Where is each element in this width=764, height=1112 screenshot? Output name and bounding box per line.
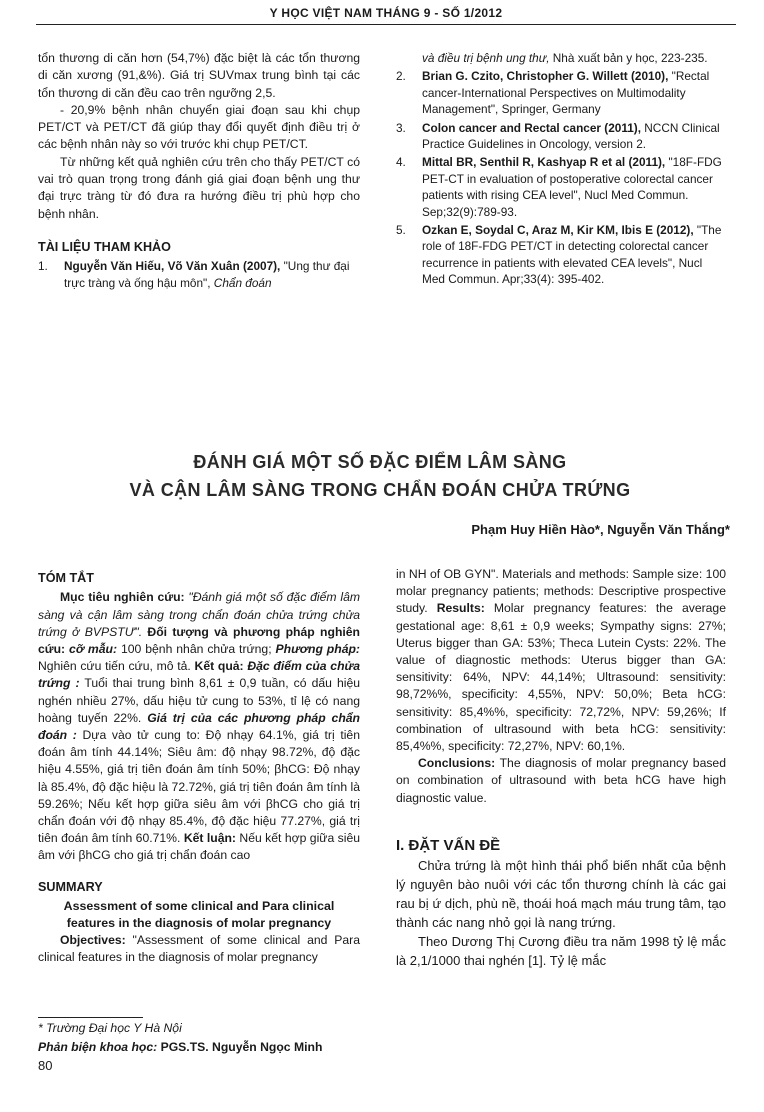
reference-number: 4. xyxy=(396,155,406,170)
objectives-text-rest: in NH of OB GYN". Materials and methods: Sample size: 100 molar pregnancy patients; methods: Descriptive prospective study. xyxy=(396,567,726,616)
affiliation-footnote: * Trường Đại học Y Hà Nội xyxy=(38,1021,182,1035)
reference-continued-italic: và điều trị bệnh ung thư, xyxy=(422,51,550,65)
summary-body-start xyxy=(38,932,360,966)
reference-authors: Mittal BR, Senthil R, Kashyap R et al (2011), xyxy=(422,155,666,170)
reference-1-continued xyxy=(396,50,726,66)
method-text: Nghiên cứu tiến cứu, mô tả. xyxy=(38,659,191,674)
reference-item-4 xyxy=(396,154,726,220)
reference-authors: Brian G. Czito, Christopher G. Willett (2010), xyxy=(422,69,669,84)
reviewer-label: Phản biện khoa học: xyxy=(38,1040,158,1054)
reference-item-2 xyxy=(396,68,726,117)
introduction-paragraph-1: Chửa trứng là một hình thái phổ biến nhất của bệnh lý nguyên bào nuôi với các tổn thương chính là các gai rau bị ứ dịch, phù nề, thoái hoá mạch máu trung tâm, tạo thành các nang nhỏ gọi là nang trứng. xyxy=(396,858,726,931)
reference-number: 1. xyxy=(38,259,48,274)
summary-heading: SUMMARY xyxy=(38,879,103,894)
prev-paragraph-3: Từ những kết quả nghiên cứu trên cho thấy PET/CT có vai trò quan trọng trong đánh giá giai đoạn bệnh ung thư đại trực tràng từ đó đưa ra hướng điều trị phù hợp cho bệnh nhân. xyxy=(38,154,360,221)
reference-body xyxy=(422,120,726,153)
conclusion-label: Kết luận: xyxy=(180,831,236,846)
article-title-line-1: ĐÁNH GIÁ MỘT SỐ ĐẶC ĐIỂM LÂM SÀNG xyxy=(193,452,567,472)
reference-body xyxy=(422,68,726,117)
reference-continued-text: Nhà xuất bản y học, 223-235. xyxy=(549,51,708,65)
reference-body xyxy=(64,258,360,291)
page-number: 80 xyxy=(38,1058,53,1073)
reference-body xyxy=(422,222,726,288)
reference-item-3 xyxy=(396,120,726,153)
subjects-methods-label: Đối tượng và phương pháp nghiên cứu: xyxy=(38,624,360,656)
sample-size-text: 100 bệnh nhân chửa trứng; xyxy=(117,641,272,656)
objectives-text-start: "Assessment of some clinical and Para clinical features in the diagnosis of molar pregnancy xyxy=(38,932,360,965)
footnote-rule xyxy=(38,1017,143,1018)
reference-authors: Ozkan E, Soydal C, Araz M, Kir KM, Ibis E (2012), xyxy=(422,223,694,238)
objectives-label: Objectives: xyxy=(60,932,126,947)
sample-size-label: cỡ mẫu: xyxy=(65,641,118,656)
abstract-right-column xyxy=(396,566,726,970)
summary-body-continued xyxy=(396,566,726,755)
tom-tat-body xyxy=(38,589,360,864)
reference-list xyxy=(396,68,726,287)
reference-authors: Nguyễn Văn Hiếu, Võ Văn Xuân (2007), xyxy=(64,259,281,274)
reference-number: 3. xyxy=(396,120,406,135)
objective-text: "Đánh giá một số đặc điểm lâm sàng và cận lâm sàng trong chẩn đoán chửa trứng chửa trứng ở BVPSTƯ". xyxy=(38,590,360,639)
summary-results-label: Results: xyxy=(427,601,485,616)
references-heading: TÀI LIỆU THAM KHẢO xyxy=(38,239,171,254)
reference-body xyxy=(422,154,726,220)
objective-label: Mục tiêu nghiên cứu: xyxy=(60,590,185,605)
prev-paragraph-1: tổn thương di căn hơn (54,7%) đặc biệt là các tổn thương di căn xương (91,&%). Giá trị SUVmax trung bình tại các tổn thương di căn đều cao trên ngưỡng 2,5. xyxy=(38,51,360,100)
header-rule xyxy=(36,24,736,25)
conclusions-label: Conclusions: xyxy=(418,756,496,771)
article-title-line-2: VÀ CẬN LÂM SÀNG TRONG CHẨN ĐOÁN CHỬA TRỨNG xyxy=(129,480,631,500)
reference-number: 2. xyxy=(396,69,406,84)
reference-item-5 xyxy=(396,222,726,288)
conclusions-text: The diagnosis of molar pregnancy based on combination of ultrasound with beta hCG have high diagnostic value. xyxy=(396,756,726,805)
prev-article-left-column xyxy=(38,50,360,291)
article-authors: Phạm Huy Hiền Hào*, Nguyễn Văn Thắng* xyxy=(471,522,730,537)
features-label: Đặc điểm của chửa trứng : xyxy=(38,659,360,691)
reviewer-line xyxy=(38,1040,322,1054)
features-text: Tuổi thai trung bình 8,61 ± 0,9 tuần, có dấu hiệu nghén nhiều 27%, dấu hiệu tử cung to 53%, tỉ lệ có nang hoàng tuyến 22%. xyxy=(38,676,361,725)
results-label: Kết quả: xyxy=(190,659,244,674)
diagnostic-value-label: Giá trị của các phương pháp chẩn đoán : xyxy=(38,710,360,742)
tom-tat-heading: TÓM TẮT xyxy=(38,571,94,585)
introduction-paragraph-2: Theo Dương Thị Cương điều tra năm 1998 tỷ lệ mắc là 2,1/1000 thai nghén [1]. Tỷ lệ mắc xyxy=(396,934,726,969)
summary-results-text: Molar pregnancy features: the average gestational age: 8,61 ± 0,9 weeks; Sympathy signs: 27%; Uterus bigger than GA: 53%; Theca Lutein Cysts: 22%. The value of diagnostic methods: Uterus bigger than GA: sensitivity: 64%, NPV: 44,14%; Ultrasound: sensitivity: 98,72%%, specificity: 4,55%, NPV: 50,0%; Beta hCG: sensitivity: 85,4%%, specificity: 72,72%, NPV: 59,26%; If combination of ultrasound with beta hCG: sensitivity: 85,4%%, specificity: 72,27%, NPV: 60,1%. xyxy=(396,601,726,754)
conclusion-text: Nếu kết hợp giữa siêu âm với βhCG cho giá trị chẩn đoán cao xyxy=(38,831,360,863)
reviewer-name: PGS.TS. Nguyễn Ngọc Minh xyxy=(157,1040,323,1054)
reference-text: "Ung thư đại trực tràng và ống hậu môn", xyxy=(64,259,350,290)
summary-title: Assessment of some clinical and Para clinical features in the diagnosis of molar pregnancy xyxy=(63,898,335,930)
running-head: Y HỌC VIỆT NAM THÁNG 9 - SỐ 1/2012 xyxy=(269,6,503,20)
prev-paragraph-2: - 20,9% bệnh nhân chuyển giai đoạn sau khi chụp PET/CT và PET/CT đã giúp thay đổi quyết định điều trị ở các bệnh nhân này so với trước khi chụp PET/CT. xyxy=(38,102,360,152)
diagnostic-value-text: Dựa vào tử cung to: Độ nhạy 64.1%, giá trị tiên đoán âm tính 44.14%; Siêu âm: độ nhạy 98.72%, độ đặc hiệu 4.55%, giá trị tiên đoán âm tính 50%; βhCG: Độ nhạy là 85.4%, độ đặc hiệu là 72.72%, giá trị tiên đoán âm tính là 59.26%; Nếu kết hợp giữa siêu âm với βhCG cho giá trị chẩn đoán với độ nhạy 85.4%, độ đặc hiệu 77.27%, giá trị tiên đoán âm tính 60.71%. xyxy=(38,727,360,846)
reference-italic: Chẩn đoán xyxy=(213,275,272,290)
reference-item-1 xyxy=(38,258,360,291)
introduction-heading: I. ĐẶT VẤN ĐỀ xyxy=(396,836,501,854)
method-label: Phương pháp: xyxy=(271,641,360,656)
reference-number: 5. xyxy=(396,223,406,238)
summary-conclusions xyxy=(396,755,726,807)
reference-authors: Colon cancer and Rectal cancer (2011), xyxy=(422,120,641,135)
reference-text: NCCN Clinical Practice Guidelines in Oncology, version 2. xyxy=(422,120,720,152)
prev-article-right-column xyxy=(396,50,726,288)
abstract-left-column xyxy=(38,570,360,966)
reference-text: "18F-FDG PET-CT in evaluation of postoperative colorectal cancer patients with rising CEA level", Nucl Med Commun. Sep;32(9):789-93. xyxy=(422,155,722,219)
reference-text: "Rectal cancer-International Perspectives on Multimodality Management", Springer, Germany xyxy=(422,69,710,117)
reference-text: "The role of 18F-FDG PET/CT in detecting colorectal cancer recurrence in patients with elevated CEA levels", Nucl Med Commun. Apr;33(4): 395-402. xyxy=(422,223,722,287)
